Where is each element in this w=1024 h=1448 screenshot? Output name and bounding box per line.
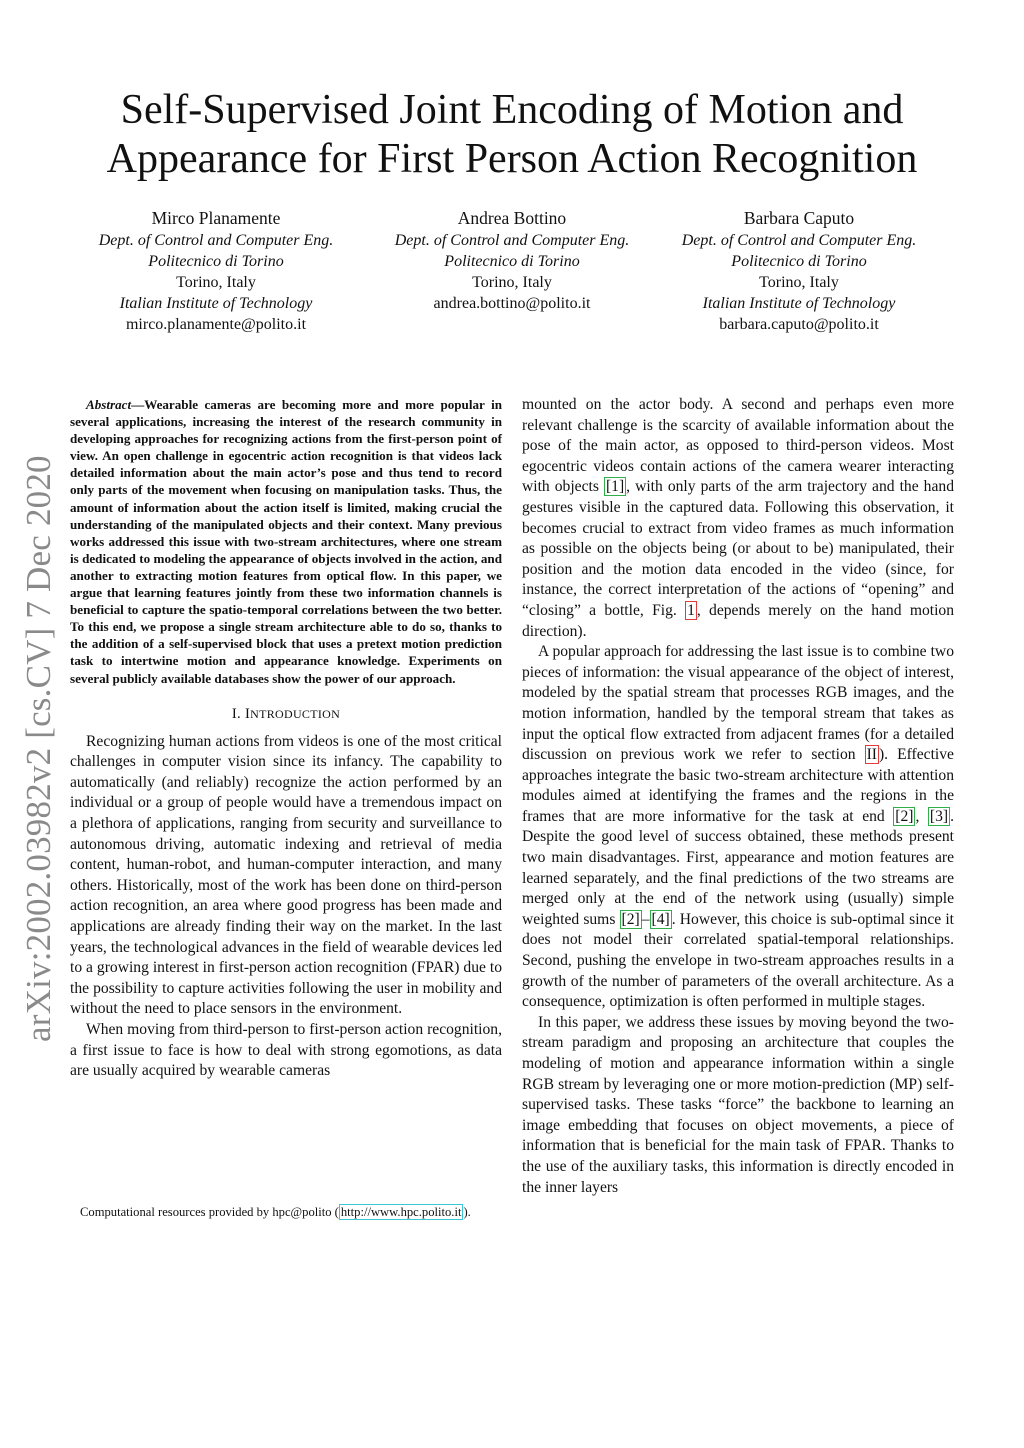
arxiv-stamp: arXiv:2002.03982v2 [cs.CV] 7 Dec 2020 <box>19 455 58 1042</box>
citation-link[interactable]: [2] <box>895 807 914 825</box>
section-heading-introduction <box>70 704 502 724</box>
text-run: ). Effective approaches integrate the basic two-stream architecture with attention modules aimed at identifying the frames and the regions in the frames that are more informative for the task at end <box>522 746 954 825</box>
author-email: barbara.caputo@polito.it <box>719 316 879 333</box>
author-extra-affiliation: Italian Institute of Technology <box>702 295 896 312</box>
footnote <box>70 1204 502 1221</box>
title-line-1: Self-Supervised Joint Encoding of Motion and <box>120 87 904 133</box>
abstract <box>70 396 502 687</box>
author-block-planamente <box>71 206 361 335</box>
text-run: . However, this choice is sub-optimal since it does not model their correlated spatial-temporal relationships. Second, pushing the envelope in two-stream approaches results in a growth of the number of parameters of the overall architecture. As a consequence, optimization is often performed in multiple stages. <box>522 910 954 1011</box>
text-run: , depends merely on the hand motion direction). <box>522 601 954 640</box>
author-dept: Dept. of Control and Computer Eng. <box>394 232 630 249</box>
intro-paragraph-2: When moving from third-person to first-person action recognition, a first issue to face is how to deal with strong egomotions, as data are usually acquired by wearable cameras <box>70 1020 502 1080</box>
right-paragraph-1 <box>522 395 954 642</box>
text-run: . Despite the good level of success obtained, these methods present two main disadvantages. First, appearance and motion features are learned separately, and the final predictions of the two streams are merged only at the end of the network using (usually) simple weighted sums <box>522 807 954 928</box>
intro-paragraph-1: Recognizing human actions from videos is one of the most critical challenges in computer vision since its infancy. The capability to automatically (and reliably) recognize the action performed by an individual or a group of people would have a tremendous impact on a plethora of applications, ranging from security and surveillance to autonomous driving, automatic indexing and retrieval of media content, human-robot, and human-computer interaction, and many others. Historically, most of the work has been done on third-person action recognition, an area where good progress has been made and applications are already finding their way on the market. In the last years, the technological advances in the field of wearable devices led to a growing interest in first-person action recognition (FPAR) due to the possibility to capture activities following the user in mobility and without the need to place sensors in the environment. <box>70 732 502 1018</box>
author-email: mirco.planamente@polito.it <box>125 316 307 333</box>
figure-link[interactable]: 1 <box>687 601 695 619</box>
text-run: A popular approach for addressing the last issue is to combine two pieces of information: the visual appearance of the object of interest, modeled by the spatial stream that processes RGB images, and the motion information, handled by the temporal stream that takes as input the optical flow extracted from adjacent frames (for a detailed discussion on previous work we refer to section <box>522 643 954 764</box>
section-number: I. <box>231 705 241 722</box>
section-title-rest: NTRODUCTION <box>250 706 341 721</box>
author-block-caputo <box>654 206 944 335</box>
author-univ: Politecnico di Torino <box>148 253 284 270</box>
author-city: Torino, Italy <box>176 274 256 291</box>
author-email: andrea.bottino@polito.it <box>433 295 591 312</box>
citation-link[interactable]: [4] <box>651 910 670 928</box>
author-city: Torino, Italy <box>472 274 552 291</box>
text-run: mounted on the actor body. A second and perhaps even more relevant challenge is the scarcity of available information about the pose of the main actor, as opposed to third-person videos. Most egocentric videos contain actions of the camera wearer interacting with objects <box>522 396 954 496</box>
citation-link[interactable]: [3] <box>929 807 949 825</box>
author-city: Torino, Italy <box>759 274 839 291</box>
author-univ: Politecnico di Torino <box>444 253 580 270</box>
author-dept: Dept. of Control and Computer Eng. <box>681 232 917 249</box>
paper-title <box>60 86 964 184</box>
text-run: , <box>915 807 928 825</box>
footnote-text: Computational resources provided by hpc@polito ( <box>80 1205 339 1219</box>
author-block-bottino <box>367 206 657 314</box>
citation-link[interactable]: [2] <box>621 910 640 928</box>
abstract-text: —Wearable cameras are becoming more and more popular in several applications, increasing the interest of the research community in developing approaches for recognizing actions from the first-person point of view. An open challenge in egocentric action recognition is that videos lack detailed information about the main actor’s pose and thus tend to record only parts of the movement when focusing on manipulation tasks. Thus, the amount of information about the action itself is limited, making crucial the understanding of the manipulated objects and their context. Many previous works addressed this issue with two-stream architectures, where one stream is dedicated to modeling the appearance of objects involved in the action, and another to extracting motion features from optical flow. In this paper, we argue that learning features jointly from these two information channels is beneficial to capture the spatio-temporal correlations between the two better. To this end, we propose a single stream architecture able to do so, thanks to the addition of a self-supervised block that uses a pretext motion prediction task to intertwine motion and appearance knowledge. Experiments on several publicly available databases show the power of our approach. <box>70 397 502 686</box>
right-paragraph-2 <box>522 642 954 1013</box>
author-extra-affiliation: Italian Institute of Technology <box>119 295 313 312</box>
author-name: Andrea Bottino <box>457 208 567 228</box>
author-name: Mirco Planamente <box>151 208 281 228</box>
left-column <box>70 396 502 1082</box>
text-run: – <box>641 910 650 928</box>
footnote-end: ). <box>463 1205 471 1219</box>
text-run: , with only parts of the arm trajectory and the hand gestures visible in the captured data. Following this observation, it becomes crucial to extract from video frames as much information as possible on the objects being (or about to be) manipulated, their position and the motion data encoded in the video (since, for instance, the correct interpretation of the actions of “opening” and “closing” a bottle, Fig. <box>522 478 954 619</box>
section-initial: I <box>244 705 251 722</box>
citation-link[interactable]: [1] <box>605 478 625 496</box>
author-name: Barbara Caputo <box>743 208 855 228</box>
footnote-link[interactable]: http://www.hpc.polito.it <box>340 1205 462 1219</box>
abstract-label: Abstract <box>86 397 132 412</box>
right-column <box>522 395 954 1198</box>
author-univ: Politecnico di Torino <box>731 253 867 270</box>
author-dept: Dept. of Control and Computer Eng. <box>98 232 334 249</box>
right-paragraph-3: In this paper, we address these issues by moving beyond the two-stream paradigm and proposing an architecture that couples the modeling of motion and appearance information within a single RGB stream by leveraging one or more motion-prediction (MP) self-supervised tasks. These tasks “force” the backbone to learning an image embedding that focuses on object movements, a piece of information that is beneficial for the main task of FPAR. Thanks to the use of the auxiliary tasks, this information is directly encoded in the inner layers <box>522 1013 954 1196</box>
title-line-2: Appearance for First Person Action Recognition <box>106 136 918 182</box>
section-link[interactable]: II <box>866 746 877 764</box>
